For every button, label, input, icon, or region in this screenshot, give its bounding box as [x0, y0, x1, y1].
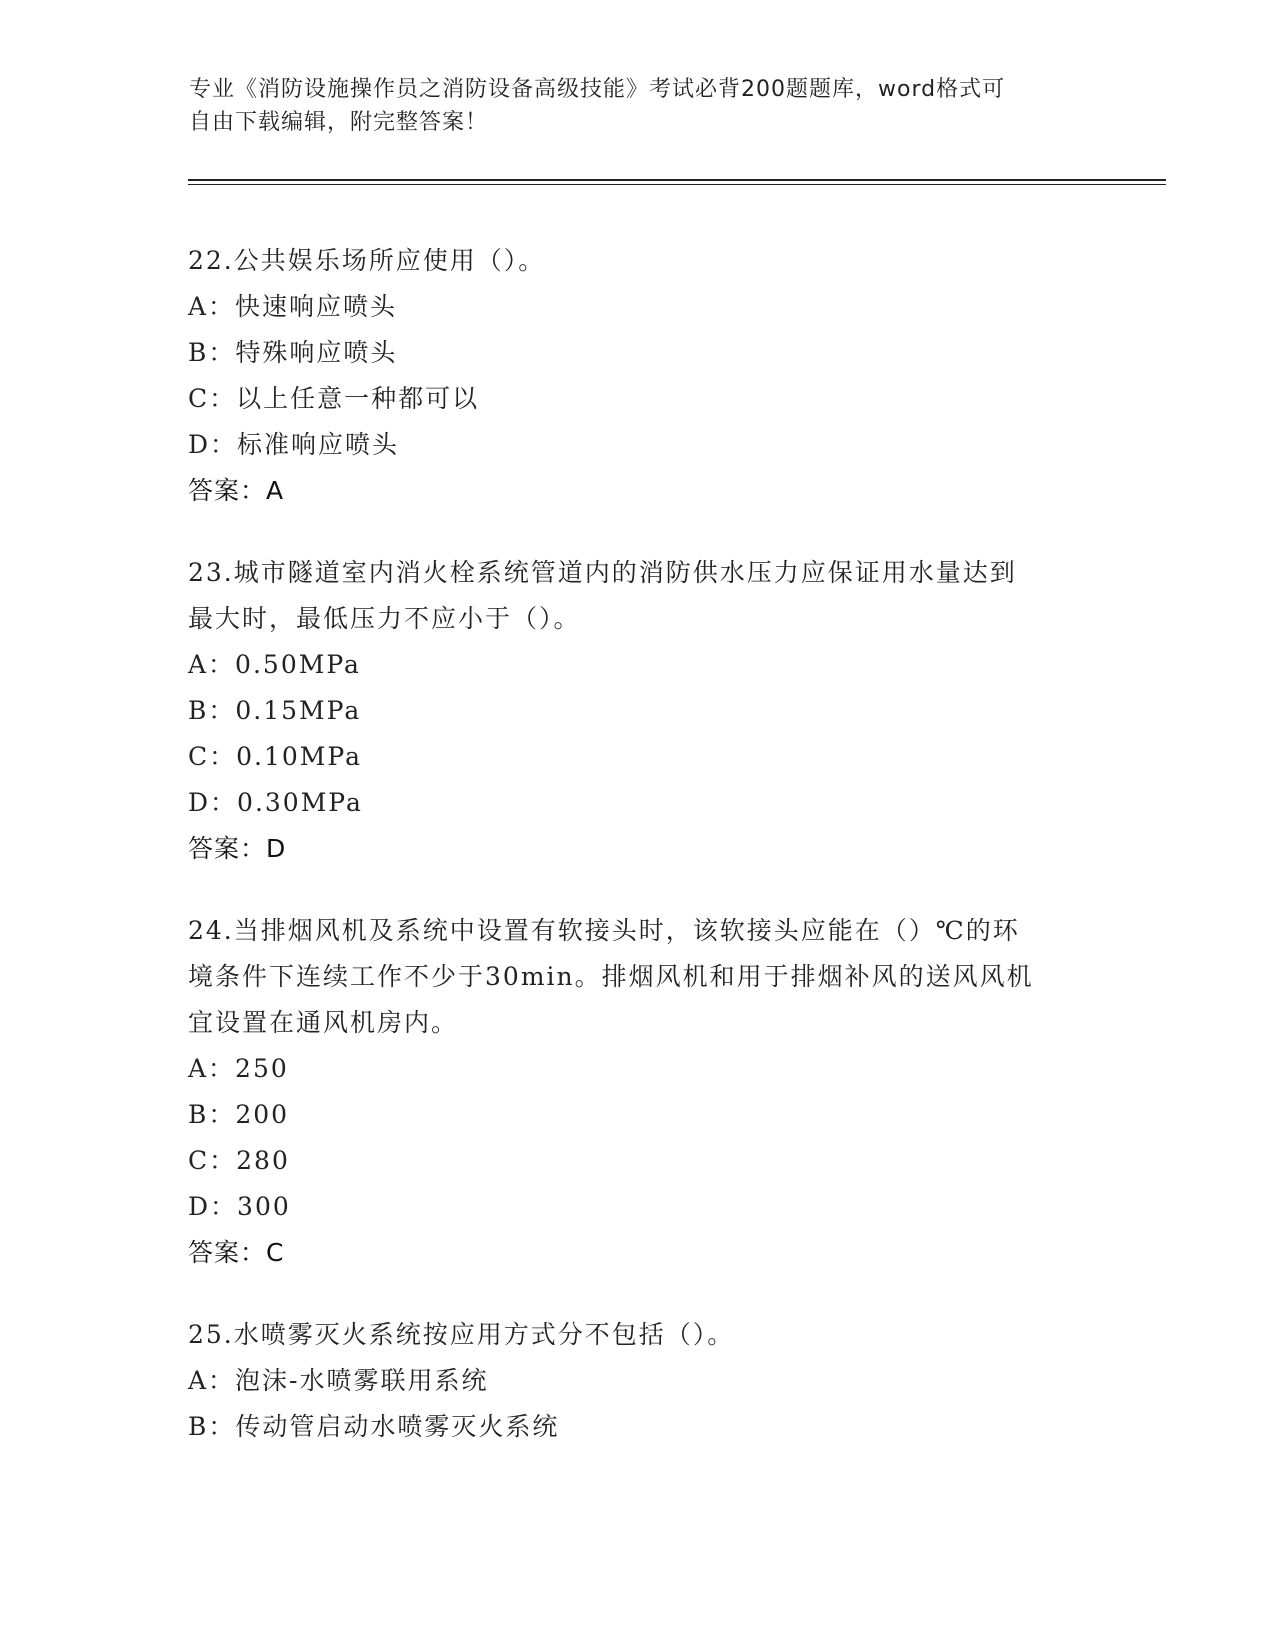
- question-stem-line-2: 最大时，最低压力不应小于（）。: [188, 604, 581, 633]
- question-stem: 25.水喷雾灭火系统按应用方式分不包括（）。: [188, 1320, 735, 1349]
- option-c: C：以上任意一种都可以: [188, 384, 480, 413]
- header-divider-thin: [188, 184, 1166, 185]
- option-a: A：快速响应喷头: [188, 292, 398, 321]
- option-b: B：特殊响应喷头: [188, 338, 398, 367]
- document-header: [189, 73, 1069, 139]
- option-a: A：0.50MPa: [188, 650, 361, 679]
- header-line-1: 专业《消防设施操作员之消防设备高级技能》考试必背200题题库，word格式可: [189, 77, 1006, 102]
- option-a: A：250: [188, 1054, 289, 1083]
- option-d: D：0.30MPa: [188, 788, 363, 817]
- question-stem-line-2: 境条件下连续工作不少于30min。排烟风机和用于排烟补风的送风风机: [188, 962, 1034, 991]
- question-stem-line-3: 宜设置在通风机房内。: [188, 1008, 459, 1037]
- option-a: A：泡沫-水喷雾联用系统: [188, 1366, 489, 1395]
- question-stem-line-1: 23.城市隧道室内消火栓系统管道内的消防供水压力应保证用水量达到: [188, 558, 1017, 587]
- answer-label: 答案：C: [188, 1238, 285, 1267]
- option-b: B：0.15MPa: [188, 696, 362, 725]
- answer-label: 答案：A: [188, 476, 285, 505]
- header-divider-thick: [188, 179, 1166, 181]
- header-line-2: 自由下载编辑，附完整答案！: [189, 110, 489, 135]
- option-d: D：300: [188, 1192, 291, 1221]
- answer-label: 答案：D: [188, 834, 287, 863]
- question-23: [188, 550, 1088, 872]
- option-c: C：0.10MPa: [188, 742, 362, 771]
- question-24: [188, 908, 1088, 1276]
- option-c: C：280: [188, 1146, 290, 1175]
- question-stem: 22.公共娱乐场所应使用（）。: [188, 246, 546, 275]
- option-b: B：200: [188, 1100, 290, 1129]
- option-d: D：标准响应喷头: [188, 430, 400, 459]
- question-stem-line-1: 24.当排烟风机及系统中设置有软接头时，该软接头应能在（）℃的环: [188, 916, 1020, 945]
- question-22: [188, 238, 1088, 514]
- question-25: [188, 1312, 1088, 1450]
- question-list: [188, 238, 1088, 1486]
- option-b: B：传动管启动水喷雾灭火系统: [188, 1412, 560, 1441]
